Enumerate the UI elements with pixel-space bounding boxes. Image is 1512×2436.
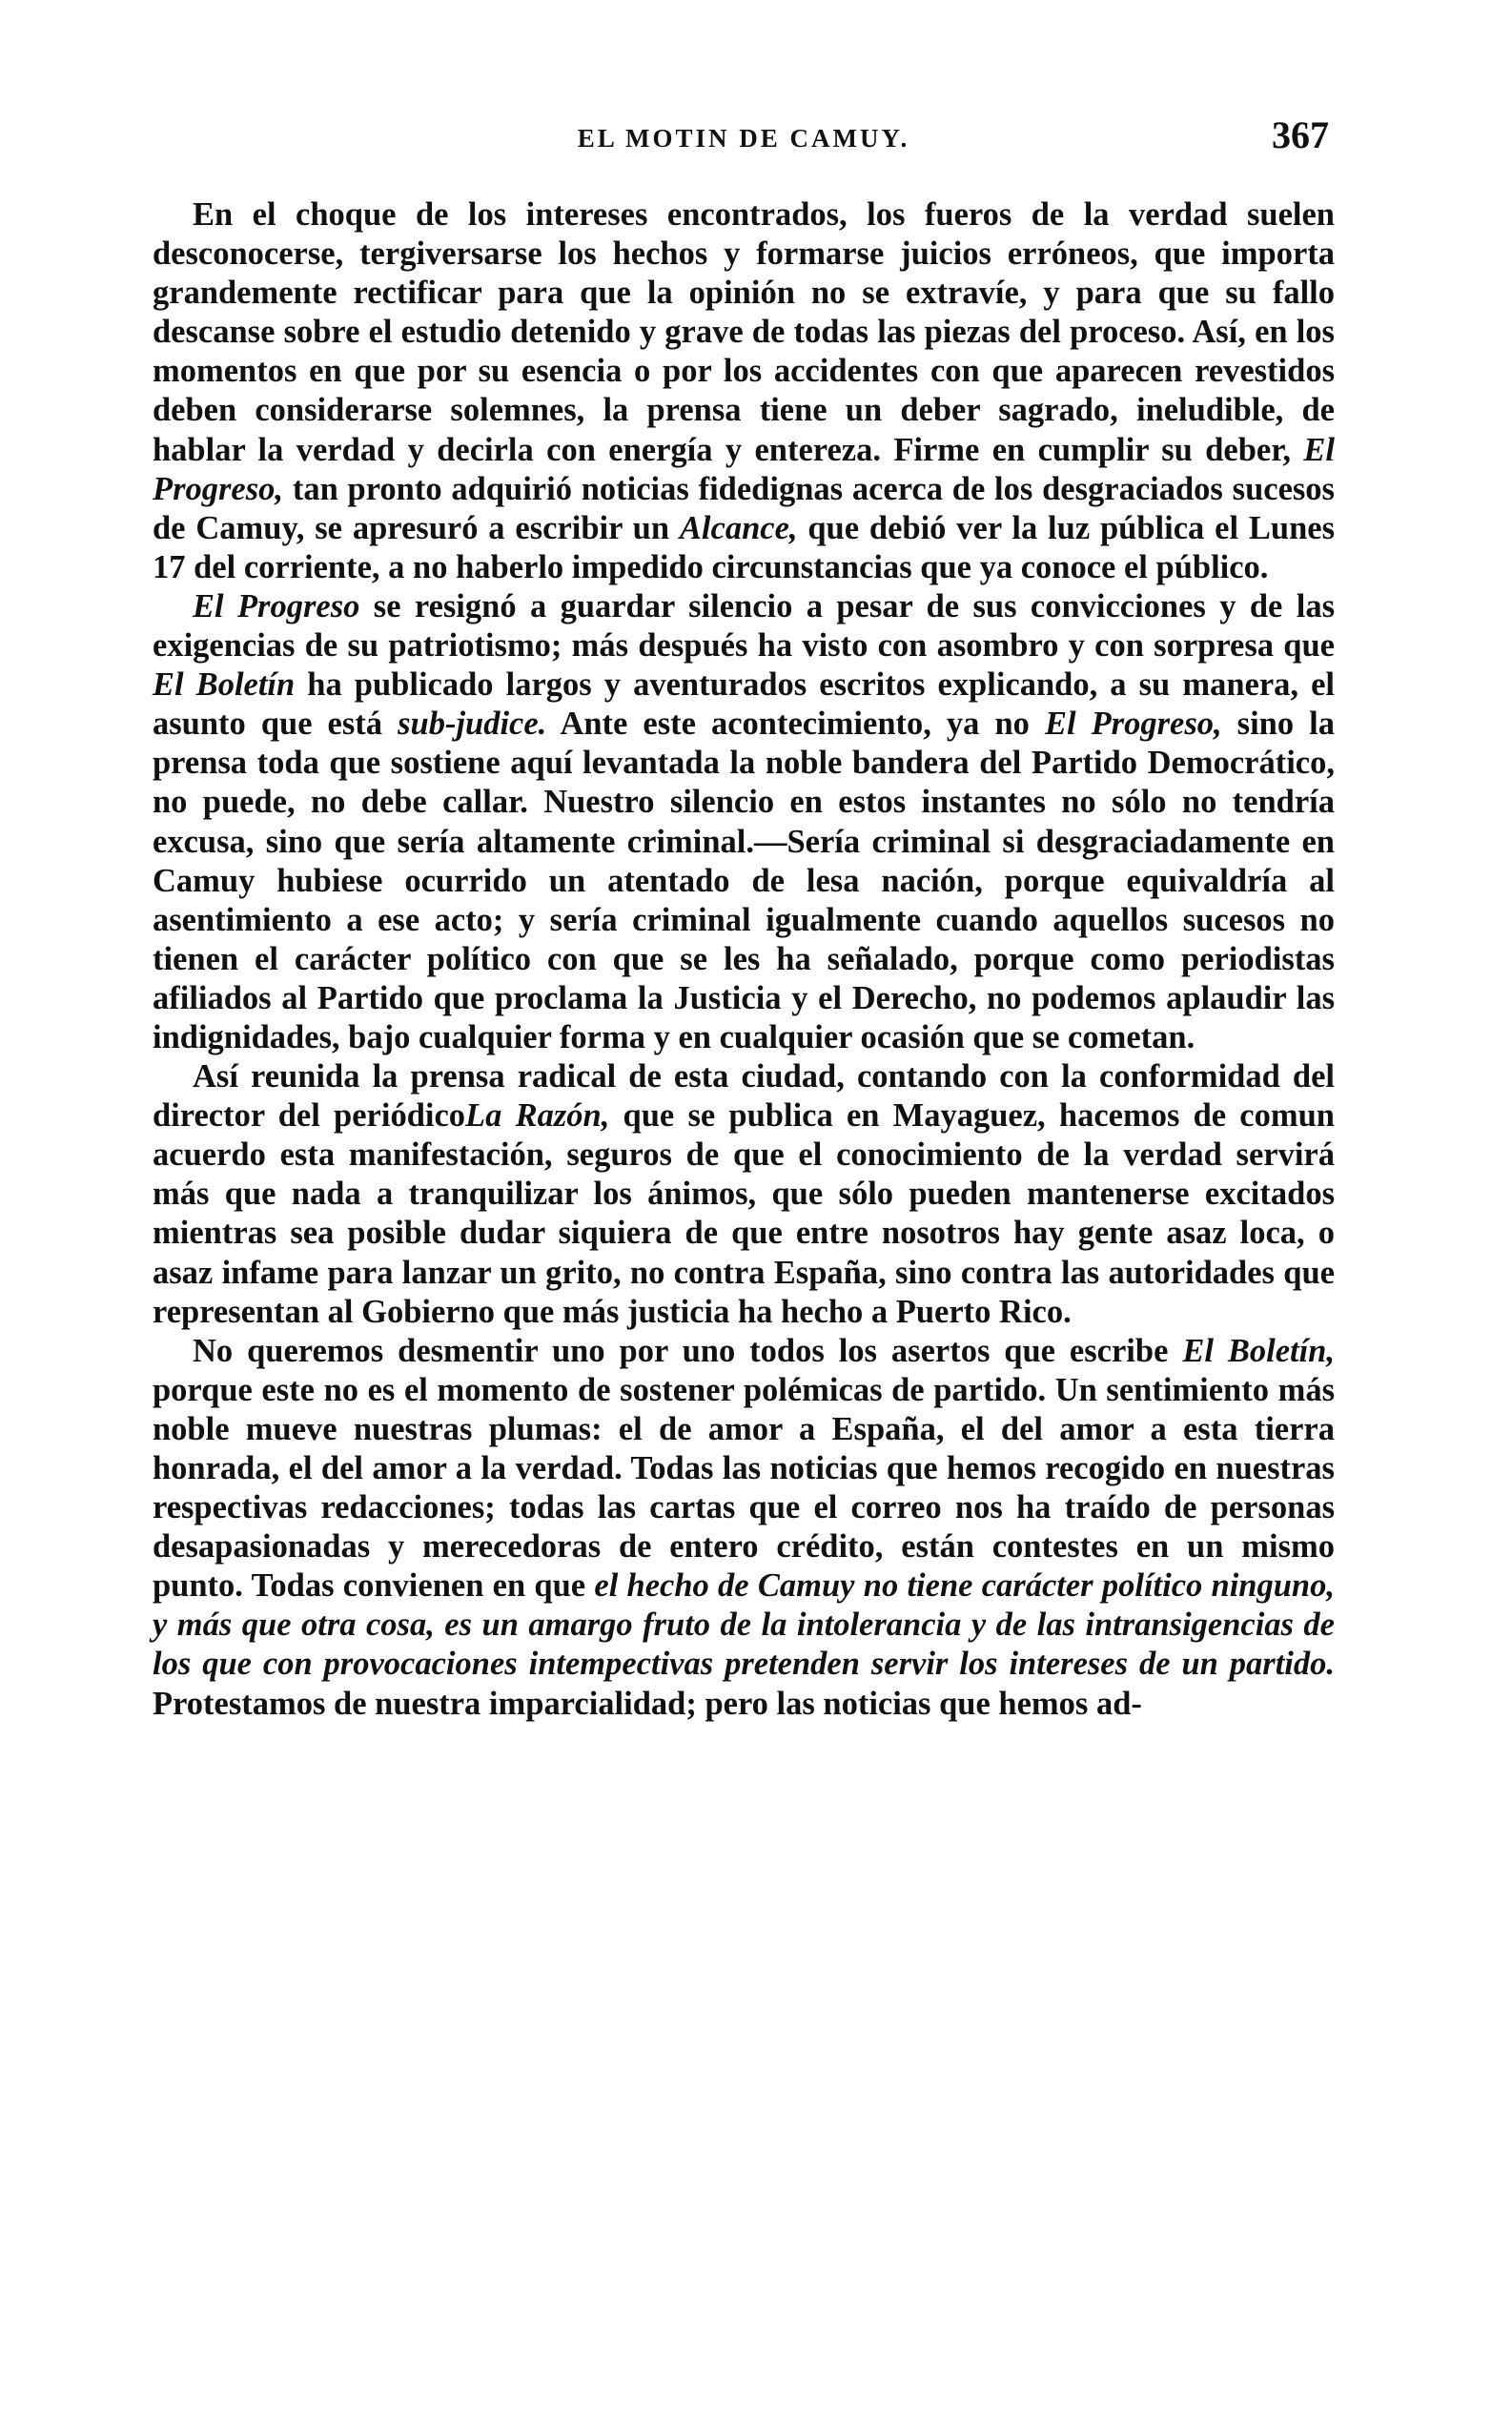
page-number: 367 [1272,113,1329,156]
italic-text-segment: El Progreso, [1044,706,1222,743]
page-header [153,113,1335,170]
paragraph-4 [153,1332,1335,1724]
running-title: EL MOTIN DE CAMUY. [577,124,910,153]
text-segment: Protestamos de nuestra imparcialidad; pero las noticias que hemos ad- [153,1685,1142,1722]
text-segment: tan pronto adquirió noticias fidedignas acerca de los desgraciados sucesos de Camuy, se apresuró a escribir un [153,470,1335,546]
italic-text-segment: sub-judice. [398,706,547,743]
page-body [153,195,1335,1724]
paragraph-1 [153,195,1335,587]
text-segment: Así reunida la prensa radical de esta ciudad, contando con la conformidad del director del periódico [153,1058,1335,1135]
text-segment: Ante este acontecimiento, ya no [546,706,1045,743]
text-segment: ha publicado largos y aventurados escritos explicando, a su manera, el asunto que está [153,666,1335,743]
italic-text-segment: Alcance, [679,509,798,546]
paragraph-3 [153,1057,1335,1332]
text-segment: que debió ver la luz pública el Lunes 17 del corriente, a no haberlo impedido circunstancias que ya conoce el público. [153,509,1336,585]
text-segment: porque este no es el momento de sostener polémicas de partido. Un sentimiento más noble mueve nuestras plumas: el de amor a España, el del amor a esta tierra honrada, el del amor a la verdad. Todas las noticias que hemos recogido en nuestras respectivas redacciones; todas las cartas que el correo nos ha traído de personas desapasionadas y merecedoras de entero crédito, están contestes en un mismo punto. Todas convienen en que [153,1371,1335,1605]
text-segment: que se publica en Mayaguez, hacemos de comun acuerdo esta manifestación, seguros de que el conocimiento de la verdad servirá más que nada a tranquilizar los ánimos, que sólo pueden mantenerse excitados mientras sea posible dudar siquiera de que entre nosotros hay gente asaz loca, o asaz infame para lanzar un grito, no contra España, sino contra las autoridades que representan al Gobierno que más justicia ha hecho a Puerto Rico. [153,1097,1335,1330]
text-segment: No queremos desmentir uno por uno todos los asertos que escribe [193,1332,1183,1369]
text-segment: En el choque de los intereses encontrados, los fueros de la verdad suelen desconocerse, tergiversarse los hechos y formarse juicios erróneos, que importa grandemente rectificar para que la opinión no se extravíe, y para que su fallo descanse sobre el estudio detenido y grave de todas las piezas del proceso. Así, en los momentos en que por su esencia o por los accidentes con que aparecen revestidos deben considerarse solemnes, la prensa tiene un deber sagrado, ineludible, de hablar la verdad y decirla con energía y entereza. Firme en cumplir su deber, [153,196,1335,468]
italic-text-segment: El Progreso [193,587,360,624]
italic-text-segment: el hecho de Camuy no tiene carácter político ninguno, y más que otra cosa, es un amargo fruto de la intolerancia y de las intransigencias de los que con provocaciones intempectivas pretenden servir los intereses de un partido. [153,1567,1335,1683]
text-segment: se resignó a guardar silencio a pesar de sus convicciones y de las exigencias de su patriotismo; más después ha visto con asombro y con sorpresa que [153,587,1335,665]
italic-text-segment: El Boletín, [1182,1332,1335,1369]
italic-text-segment: La Razón, [465,1097,610,1135]
italic-text-segment: El Progreso, [153,431,1335,507]
text-segment: sino la prensa toda que sostiene aquí levantada la noble bandera del Partido Democrático, no puede, no debe callar. Nuestro silencio en estos instantes no sólo no tendría excusa, sino que sería altamente criminal.—Sería criminal si desgraciadamente en Camuy hubiese ocurrido un atentado de lesa nación, porque equivaldría al asentimiento a ese acto; y sería criminal igualmente cuando aquellos sucesos no tienen el carácter político con que se les ha señalado, porque como periodistas afiliados al Partido que proclama la Justicia y el Derecho, no podemos aplaudir las indignidades, bajo cualquier forma y en cualquier ocasión que se cometan. [153,706,1335,1055]
paragraph-2 [153,587,1335,1057]
italic-text-segment: El Boletín [153,666,296,704]
